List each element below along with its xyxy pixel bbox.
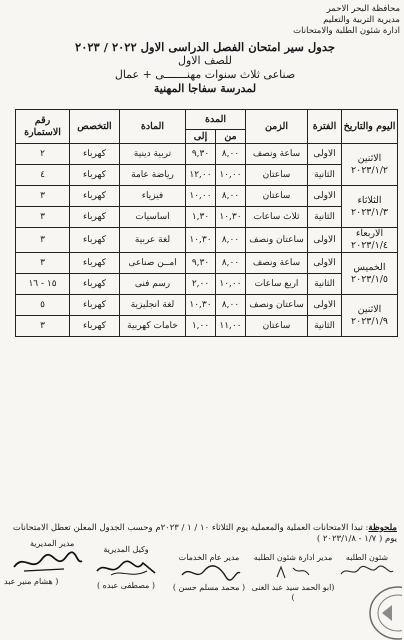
to-cell: ١٢,٠٠ <box>186 165 216 186</box>
day-name: الاثنين <box>357 152 382 164</box>
col-header-form-no: رقم الاستمارة <box>16 110 70 144</box>
period-cell: الثانية <box>308 165 342 186</box>
subject-cell: رسم فنى <box>120 274 186 295</box>
exam-schedule-table <box>15 109 398 337</box>
form-no-cell: ١٥ - ١٦ <box>16 274 70 295</box>
to-cell: ١,٣٠ <box>186 207 216 228</box>
official-seal-icon <box>368 585 402 640</box>
form-no-cell: ٣ <box>16 253 70 274</box>
specialty-cell: كهرباء <box>70 186 120 207</box>
table-row <box>16 295 398 316</box>
form-no-cell: ٥ <box>16 295 70 316</box>
signature-name: ( هشام منير عبد <box>4 577 59 586</box>
from-cell: ١٠,٣٠ <box>216 207 246 228</box>
subject-cell: اساسيات <box>120 207 186 228</box>
time-cell: ساعتان <box>246 186 308 207</box>
period-cell: الاولى <box>308 186 342 207</box>
specialty-cell: كهرباء <box>70 228 120 253</box>
letterhead-directorate: مديرية التربية والتعليم <box>323 15 400 25</box>
day-name: الخميس <box>353 261 386 273</box>
subject-cell: خامات كهربية <box>120 316 186 337</box>
specialty-cell: كهرباء <box>70 207 120 228</box>
track-title: صناعى ثلاث سنوات مهنـــــــى + عمال <box>114 68 296 81</box>
period-cell: الاولى <box>308 295 342 316</box>
table-row <box>16 228 398 253</box>
specialty-cell: كهرباء <box>70 274 120 295</box>
specialty-cell: كهرباء <box>70 253 120 274</box>
from-cell: ٨,٠٠ <box>216 253 246 274</box>
col-header-to: إلى <box>186 130 216 144</box>
form-no-cell: ٤ <box>16 165 70 186</box>
time-cell: ساعة ونصف <box>246 144 308 165</box>
signature-deputy <box>84 545 168 591</box>
subject-cell: لغة انجليزية <box>120 295 186 316</box>
specialty-cell: كهرباء <box>70 316 120 337</box>
signature-title: مدير عام الخدمات <box>178 553 240 562</box>
handwritten-signature-icon <box>4 549 84 577</box>
time-cell: ساعتان ونصف <box>246 228 308 253</box>
letterhead-governorate: محافظة البحر الاحمر <box>326 4 400 14</box>
signature-title: مدير ادارة شئون الطلبه <box>253 553 333 562</box>
table-row <box>16 253 398 274</box>
subject-cell: لغة عربية <box>120 228 186 253</box>
period-cell: الاولى <box>308 144 342 165</box>
col-header-from: من <box>216 130 246 144</box>
subject-cell: فيزياء <box>120 186 186 207</box>
from-cell: ١٠,٠٠ <box>216 274 246 295</box>
footnote-text: : تبدا الامتحانات العملية والمعملية يوم الثلاثاء ١٠ / ١ / ٢٠٢٣م وحسب الجدول المعلن تعطل الامتحانات يوم ( ١/٧ - ٢٠٢٣/١/٨ ) <box>12 523 397 544</box>
from-cell: ١١,٠٠ <box>216 316 246 337</box>
from-cell: ١٠,٠٠ <box>216 165 246 186</box>
specialty-cell: كهرباء <box>70 165 120 186</box>
handwritten-signature-icon <box>91 555 161 581</box>
day-date: ٢٠٢٣/١/٢ <box>350 164 389 176</box>
period-cell: الثانية <box>308 316 342 337</box>
day-cell <box>342 228 398 253</box>
day-cell <box>342 144 398 186</box>
col-header-duration: المدة <box>186 110 246 130</box>
col-header-time: الزمن <box>246 110 308 144</box>
day-name: الاربعاء <box>355 228 384 239</box>
time-cell: ساعة ونصف <box>246 253 308 274</box>
grade-title: للصف الاول <box>177 54 233 67</box>
letterhead <box>280 4 400 37</box>
signature-title: مدير المديرية <box>30 539 75 548</box>
table-row <box>16 207 398 228</box>
day-cell <box>342 295 398 337</box>
handwritten-signature-icon <box>263 563 323 583</box>
signature-title: شئون الطلبه <box>345 553 389 562</box>
day-cell <box>342 253 398 295</box>
signature-name: ( محمد مسلم حسن ) <box>172 583 246 592</box>
col-header-day: اليوم والتاريخ <box>342 110 398 144</box>
time-cell: ساعتان ونصف <box>246 295 308 316</box>
table-row <box>16 165 398 186</box>
time-cell: ساعتان <box>246 316 308 337</box>
to-cell: ١٠,٠٠ <box>186 186 216 207</box>
signature-student-affairs <box>330 553 404 579</box>
subject-cell: رياضة عامة <box>120 165 186 186</box>
document-titles <box>40 40 370 96</box>
period-cell: الثانية <box>308 274 342 295</box>
letterhead-department: ادارة شئون الطلبة والامتحانات <box>293 26 400 36</box>
table-row <box>16 274 398 295</box>
signature-title: وكيل المديرية <box>103 545 149 554</box>
footnote-label: ملحوظة <box>368 523 397 533</box>
signature-director <box>0 539 88 587</box>
to-cell: ٢,٠٠ <box>186 274 216 295</box>
to-cell: ٩,٣٠ <box>186 253 216 274</box>
col-header-subject: المادة <box>120 110 186 144</box>
subject-cell: امــن صناعى <box>120 253 186 274</box>
form-no-cell: ٣ <box>16 207 70 228</box>
table-row <box>16 316 398 337</box>
col-header-period: الفترة <box>308 110 342 144</box>
specialty-cell: كهرباء <box>70 144 120 165</box>
time-cell: ثلاث ساعات <box>246 207 308 228</box>
from-cell: ٨,٠٠ <box>216 228 246 253</box>
form-no-cell: ٣ <box>16 316 70 337</box>
day-date: ٢٠٢٣/١/٩ <box>350 315 389 327</box>
signature-affairs-director <box>250 553 336 603</box>
day-date: ٢٠٢٣/١/٣ <box>350 206 389 218</box>
specialty-cell: كهرباء <box>70 295 120 316</box>
time-cell: اربع ساعات <box>246 274 308 295</box>
handwritten-signature-icon <box>174 563 244 583</box>
to-cell: ١,٠٠ <box>186 316 216 337</box>
signature-name: (ابو الحمد سيد عبد الغنى ) <box>251 583 335 602</box>
form-no-cell: ٣ <box>16 228 70 253</box>
period-cell: الاولى <box>308 253 342 274</box>
handwritten-signature-icon <box>337 563 397 579</box>
form-no-cell: ٣ <box>16 186 70 207</box>
from-cell: ٨,٠٠ <box>216 144 246 165</box>
table-row <box>16 144 398 165</box>
to-cell: ١٠,٣٠ <box>186 228 216 253</box>
time-cell: ساعتان <box>246 165 308 186</box>
from-cell: ٨,٠٠ <box>216 186 246 207</box>
period-cell: الثانية <box>308 207 342 228</box>
form-no-cell: ٢ <box>16 144 70 165</box>
period-cell: الاولى <box>308 228 342 253</box>
signature-name: ( مصطفى عبده ) <box>97 581 155 590</box>
signature-services-director <box>166 553 252 593</box>
day-cell <box>342 186 398 228</box>
table-row <box>16 186 398 207</box>
to-cell: ١٠,٣٠ <box>186 295 216 316</box>
day-name: الاثنين <box>357 303 382 315</box>
day-date: ٢٠٢٣/١/٥ <box>350 273 389 285</box>
subject-cell: تربية دينية <box>120 144 186 165</box>
col-header-specialty: التخصص <box>70 110 120 144</box>
school-title: لمدرسة سفاجا المهنية <box>153 82 257 95</box>
day-name: الثلاثاء <box>357 194 382 206</box>
from-cell: ٨,٠٠ <box>216 295 246 316</box>
schedule-title: جدول سير امتحان الفصل الدراسى الاول ٢٠٢٢ / ٢٠٢٣ <box>75 40 335 54</box>
to-cell: ٩,٣٠ <box>186 144 216 165</box>
day-date: ٢٠٢٣/١/٤ <box>350 240 389 251</box>
